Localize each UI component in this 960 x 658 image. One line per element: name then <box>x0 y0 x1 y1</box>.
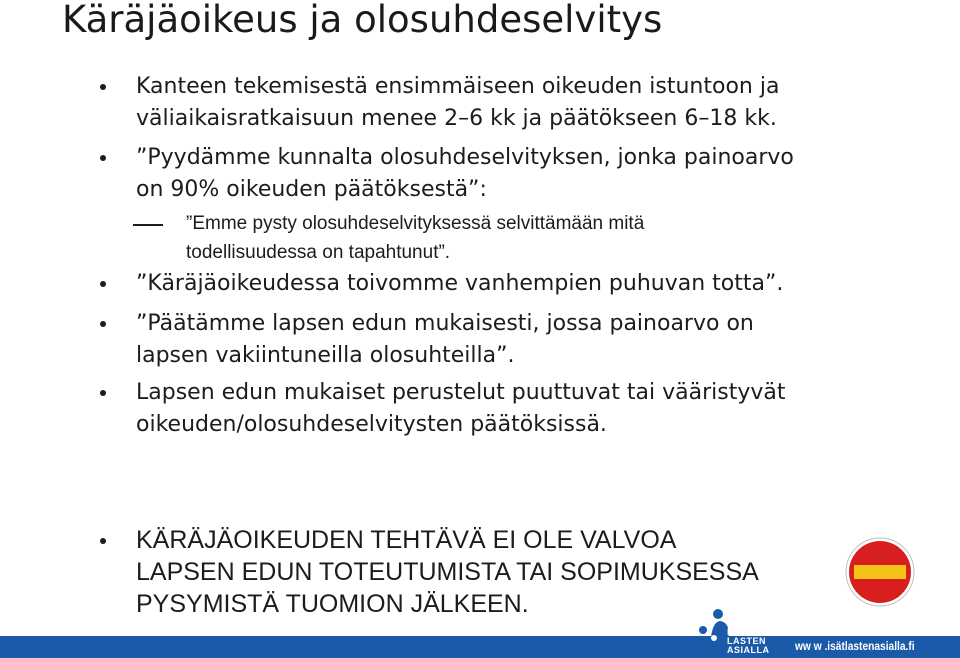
bullet-2 <box>136 142 794 206</box>
bullet-3 <box>136 268 783 300</box>
sub-bullet <box>186 209 644 267</box>
logo-text <box>727 628 770 655</box>
sub-bullet-line-2: todellisuudessa on tapahtunut”. <box>186 242 451 263</box>
sub-bullet-dash-icon <box>133 224 163 226</box>
bullet-5 <box>136 377 786 441</box>
page-title: Käräjäoikeus ja olosuhdeselvitys <box>62 0 663 41</box>
bullet-1-line-1: Kanteen tekemisestä ensimmäiseen oikeuden istuntoon ja <box>136 74 780 99</box>
bullet-5-line-1: Lapsen edun mukaiset perustelut puuttuvat tai vääristyvät <box>136 380 786 405</box>
bullet-5-line-2: oikeuden/olosuhdeselvitysten päätöksissä. <box>136 412 607 437</box>
logo-line-2: LASTEN <box>727 636 766 646</box>
bullet-dot-icon <box>100 155 106 161</box>
logo-line-1: ISÄT <box>727 627 750 637</box>
no-entry-sign-icon <box>845 537 915 607</box>
caps-bullet <box>136 524 759 620</box>
bullet-2-line-1: ”Pyydämme kunnalta olosuhdeselvityksen, jonka painoarvo <box>136 145 794 170</box>
bullet-dot-icon <box>100 281 106 287</box>
sub-bullet-line-1: ”Emme pysty olosuhdeselvityksessä selvittämään mitä <box>186 213 645 234</box>
bullet-1-line-2: väliaikaisratkaisuun menee 2–6 kk ja päätökseen 6–18 kk. <box>136 106 777 131</box>
bullet-2-line-2: on 90% oikeuden päätöksestä”: <box>136 177 487 202</box>
bullet-dot-icon <box>100 84 106 90</box>
bullet-1 <box>136 71 779 135</box>
bullet-dot-icon <box>100 390 106 396</box>
bullet-dot-icon <box>100 538 106 544</box>
bullet-3-line-1: ”Käräjäoikeudessa toivomme vanhempien puhuvan totta”. <box>136 271 784 296</box>
bullet-4-line-2: lapsen vakiintuneilla olosuhteilla”. <box>136 343 515 368</box>
logo-line-3: ASIALLA <box>727 645 770 655</box>
caps-bullet-line-3: PYSYMISTÄ TUOMION JÄLKEEN. <box>136 590 529 618</box>
bullet-4 <box>136 308 754 372</box>
caps-bullet-line-1: KÄRÄJÄOIKEUDEN TEHTÄVÄ EI OLE VALVOA <box>136 526 677 554</box>
bullet-dot-icon <box>100 321 106 327</box>
caps-bullet-line-2: LAPSEN EDUN TOTEUTUMISTA TAI SOPIMUKSESSA <box>136 558 759 586</box>
bullet-4-line-1: ”Päätämme lapsen edun mukaisesti, jossa painoarvo on <box>136 311 754 336</box>
footer-url: ww w .isätlastenasialla.fi <box>795 639 915 653</box>
